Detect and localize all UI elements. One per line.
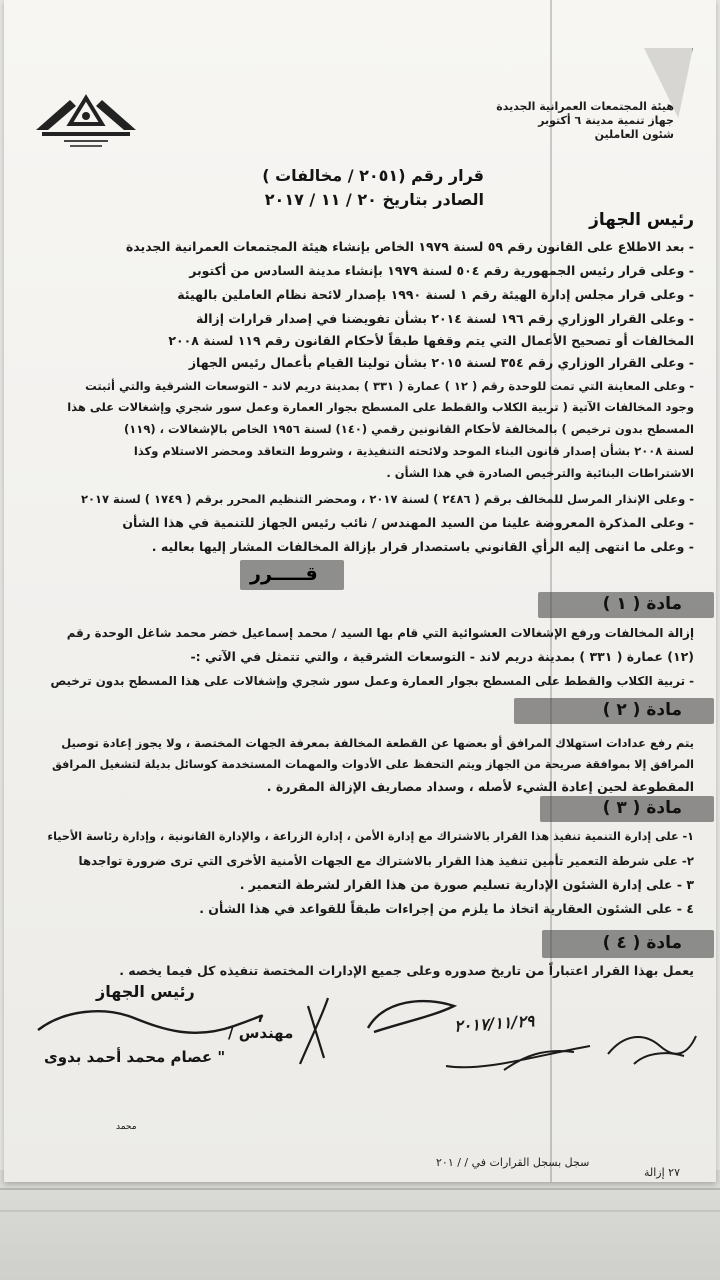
- org-line: هيئة المجتمعات العمرانية الجديدة: [496, 100, 674, 113]
- article-1-line: - تربية الكلاب والقطط على المسطح بجوار العمارة وعمل سور شجري وإشغالات على هذا المسطح بدون ترخيص: [50, 674, 694, 688]
- decision-title: قرار رقم (٢٠٥١ / مخالفات ): [262, 166, 484, 185]
- signature-stroke: [294, 996, 334, 1068]
- document-page: [4, 0, 716, 1182]
- recital-line: الاشتراطات البنائية والترخيص الصادرة في هذا الشأن .: [386, 466, 694, 480]
- decision-date: الصادر بتاريخ ٢٠ / ١١ / ٢٠١٧: [264, 190, 484, 209]
- signatory-name: " عصام محمد أحمد بدوى: [44, 1048, 226, 1066]
- page-fold-line: [550, 0, 552, 1182]
- signature-scribble: [34, 1000, 264, 1060]
- recital-line: - وعلى المذكرة المعروضة علينا من السيد المهندس / نائب رئيس الجهاز للتنمية في هذا الشأن: [122, 515, 694, 530]
- organization-header: [434, 100, 674, 142]
- article-3-label: مادة ( ٣ ): [602, 798, 682, 818]
- org-line: جهاز تنمية مدينة ٦ أكتوبر: [538, 114, 674, 127]
- recital-line: - وعلى القرار الوزاري رقم ٣٥٤ لسنة ٢٠١٥ بشأن تولينا القيام بأعمال رئيس الجهاز: [188, 355, 694, 370]
- handwritten-date: ٢٠١٧/١١/٢٩: [453, 1011, 536, 1036]
- article-4-label: مادة ( ٤ ): [602, 933, 682, 953]
- secondary-signature: [604, 1024, 700, 1070]
- recital-line: - وعلى المعاينة التي تمت للوحدة رقم ( ١٢ ) عمارة ( ٣٣١ ) بمدينة دريم لاند - التوسعات الشرقية والتي أثبتت: [85, 379, 694, 393]
- signatory-title: مهندس /: [228, 1024, 294, 1042]
- authority-logo: [30, 90, 142, 152]
- registry-note: سجل بسجل القرارات في / / ٢٠١: [436, 1156, 590, 1169]
- article-1-line: إزالة المخالفات ورفع الإشغالات العشوائية التي قام بها السيد / محمد إسماعيل خضر محمد شاغل الوحدة رقم: [66, 626, 694, 640]
- recital-line: لسنة ٢٠٠٨ بشأن إصدار قانون البناء الموحد ولائحته التنفيذية ، وشروط التعاقد ومحضر الاستلام وكذا: [133, 444, 694, 458]
- article-3-line: ١- على إدارة التنمية تنفيذ هذا القرار بالاشتراك مع إدارة الأمن ، إدارة الزراعة ، والإدارة القانونية ، وإدارة رئاسة الأحياء: [47, 830, 694, 843]
- article-4-line: يعمل بهذا القرار اعتباراً من تاريخ صدوره وعلى جميع الإدارات المختصة تنفيذه كل فيما يخصه .: [119, 963, 694, 978]
- recital-line: - وعلى قرار رئيس الجمهورية رقم ٥٠٤ لسنة ١٩٧٩ بإنشاء مدينة السادس من أكتوبر: [189, 263, 694, 278]
- article-2-line: المرافق إلا بموافقة صريحة من الجهاز ويتم التحفظ على الأدوات والمهمات المستخدمة كوسائل بديلة لتشغيل المرافق: [51, 758, 694, 771]
- article-1-line: (١٢) عمارة ( ٣٣١ ) بمدينة دريم لاند - التوسعات الشرقية ، والتي تتمثل في الآتي :-: [190, 649, 694, 664]
- article-3-line: ٢- على شرطة التعمير تأمين تنفيذ هذا القرار بالاشتراك مع الجهات الأمنية الأخرى التي ترى ضرورة تواجدها: [78, 854, 694, 868]
- recital-line: - بعد الاطلاع على القانون رقم ٥٩ لسنة ١٩٧٩ الخاص بإنشاء هيئة المجتمعات العمرانية الجديدة: [125, 239, 694, 254]
- recital-line: - وعلى ما انتهى إليه الرأي القانوني باستصدار قرار بإزالة المخالفات المشار إليها بعاليه .: [151, 539, 694, 554]
- article-2-line: المقطوعة لحين إعادة الشيء لأصله ، وسداد مصاريف الإزالة المقررة .: [266, 779, 694, 794]
- recital-line: وجود المخالفات الآتية ( تربية الكلاب والقطط على المسطح بجوار العمارة وعمل سور شجري وإشغالات على هذا: [67, 400, 694, 414]
- initials-note: محمد: [116, 1122, 137, 1132]
- article-1-label: مادة ( ١ ): [602, 594, 682, 614]
- signature-underline: [444, 1036, 594, 1076]
- decides-heading: قـــــرر: [250, 563, 318, 585]
- org-line: شئون العاملين: [594, 128, 674, 141]
- article-2-line: يتم رفع عدادات استهلاك المرافق أو بعضها عن القطعة المخالفة بمعرفة الجهات المختصة ، ولا يجوز إعادة توصيل: [61, 736, 694, 750]
- page-reference: ٢٧ إزالة: [644, 1166, 680, 1179]
- recital-line: - وعلى القرار الوزاري رقم ١٩٦ لسنة ٢٠١٤ بشأن تفويضنا في إصدار قرارات إزالة: [195, 311, 694, 326]
- recital-line: المخالفات أو تصحيح الأعمال التي يتم وقفها طبقاً لأحكام القانون رقم ١١٩ لسنة ٢٠٠٨: [168, 333, 694, 348]
- recital-line: - وعلى قرار مجلس إدارة الهيئة رقم ١ لسنة ١٩٩٠ بإصدار لائحة نظام العاملين بالهيئة: [177, 287, 694, 302]
- authority-heading: رئيس الجهاز: [589, 210, 694, 230]
- recital-line: - وعلى الإنذار المرسل للمخالف برقم ( ٢٤٨٦ ) لسنة ٢٠١٧ ، ومحضر التنظيم المحرر برقم ( ١٧٤٩ ) لسنة ٢٠١٧: [80, 492, 694, 506]
- article-3-line: ٣ - على إدارة الشئون الإدارية تسليم صورة من هذا القرار لشرطة التعمير .: [239, 877, 694, 892]
- article-3-line: ٤ - على الشئون العقارية اتخاذ ما يلزم من إجراءات طبقاً للقواعد في هذا الشأن .: [199, 901, 694, 916]
- article-2-label: مادة ( ٢ ): [602, 700, 682, 720]
- signatory-role: رئيس الجهاز: [96, 982, 195, 1001]
- signature-loop: [364, 992, 464, 1036]
- background-sheet: [0, 1170, 720, 1280]
- recital-line: المسطح بدون ترخيص ) بالمخالفة لأحكام القانونين رقمي (١٤٠) لسنة ١٩٥٦ الخاص بالإشغالات ، (١١٩): [124, 422, 694, 436]
